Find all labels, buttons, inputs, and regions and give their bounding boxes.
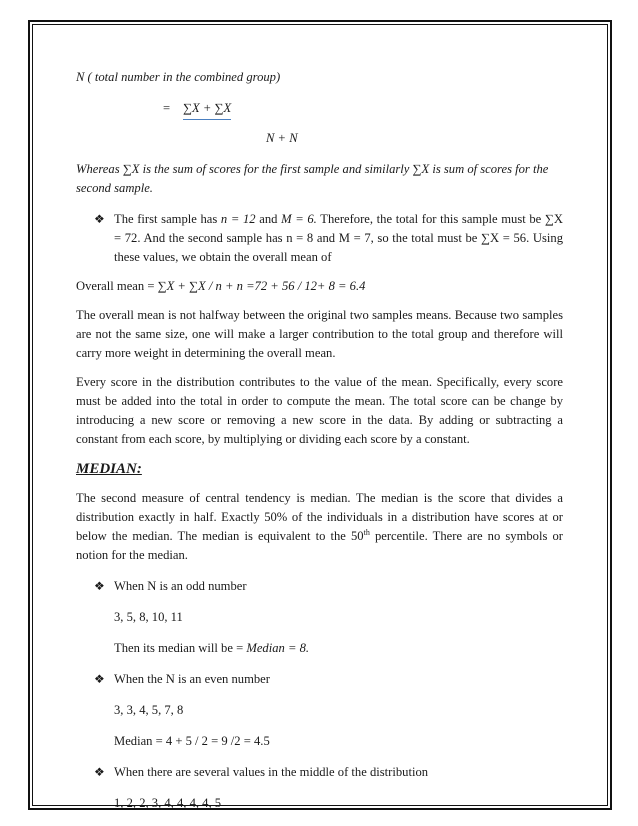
odd-median-value: Median = 8. [246, 641, 310, 655]
bullet-even-n [76, 670, 563, 689]
bullet-text: Therefore, the total for this sample must be ∑X = 72. And the second sample has n = 8 and M = 7, so the total must be ∑X = 56. Using these values, we obtain the overall mean of [114, 212, 563, 264]
sample-n-value: n = 12 [220, 212, 256, 226]
bullet-first-sample [76, 210, 563, 267]
odd-median-result: Then its median will be = Median = 8. [114, 641, 310, 655]
superscript-th: th [363, 527, 370, 537]
median-definition-paragraph: The second measure of central tendency is median. The median is the score that divides a distribution exactly in half. Exactly 50% of the individuals in a distribution have scores at or below the median. The median is equivalent to the 50th percentile. There are no symbols or notion for the median. [76, 491, 564, 562]
overall-mean-expression: ∑X + ∑X / n + n =72 + 56 / 12+ 8 = 6.4 [157, 279, 366, 293]
bullet-text: The first sample has [114, 212, 221, 226]
document-body [76, 68, 563, 813]
overall-mean-paragraph: The overall mean is not halfway between the original two samples means. Because two samples are not the same size, one will make a larger contribution to the total group and therefore will carry more weight in determining the overall mean. [76, 308, 563, 360]
median-heading: MEDIAN: [76, 461, 142, 477]
even-data-list: 3, 3, 4, 5, 7, 8 [114, 703, 184, 717]
bullet-text: When the N is an even number [114, 672, 270, 686]
whereas-paragraph: Whereas ∑X is the sum of scores for the first sample and similarly ∑X is sum of scores for the second sample. [76, 162, 549, 195]
fraction-denominator: N + N [266, 131, 298, 145]
equals-sign: = [163, 101, 171, 115]
n-definition-text: N ( total number in the combined group) [76, 70, 281, 84]
even-median-result: Median = 4 + 5 / 2 = 9 /2 = 4.5 [114, 734, 270, 748]
fraction-numerator: ∑X + ∑X [183, 99, 231, 120]
every-score-paragraph: Every score in the distribution contributes to the value of the mean. Specifically, every score must be added into the total in order to compute the mean. The total score can be change by introducing a new score or removing a new score in the data. By adding or subtracting a constant from each score, by multiplying or dividing each score by a constant. [76, 375, 563, 446]
diamond-bullet-icon: ❖ [94, 579, 105, 593]
several-data-list: 1, 2, 2, 3, 4, 4, 4, 4, 5 [114, 796, 222, 810]
bullet-several-middle [76, 763, 563, 782]
diamond-bullet-icon: ❖ [94, 212, 105, 226]
bullet-text: When there are several values in the middle of the distribution [114, 765, 429, 779]
diamond-bullet-icon: ❖ [94, 672, 105, 686]
bullet-odd-n [76, 577, 563, 596]
odd-data-list: 3, 5, 8, 10, 11 [114, 610, 183, 624]
diamond-bullet-icon: ❖ [94, 765, 105, 779]
sample-mean-value: M = 6. [281, 212, 317, 226]
combined-n-definition [76, 68, 563, 87]
combined-mean-fraction [163, 99, 563, 148]
overall-mean-line [76, 277, 563, 296]
overall-mean-label: Overall mean = [76, 279, 158, 293]
bullet-text: When N is an odd number [114, 579, 247, 593]
bullet-text: and [255, 212, 282, 226]
